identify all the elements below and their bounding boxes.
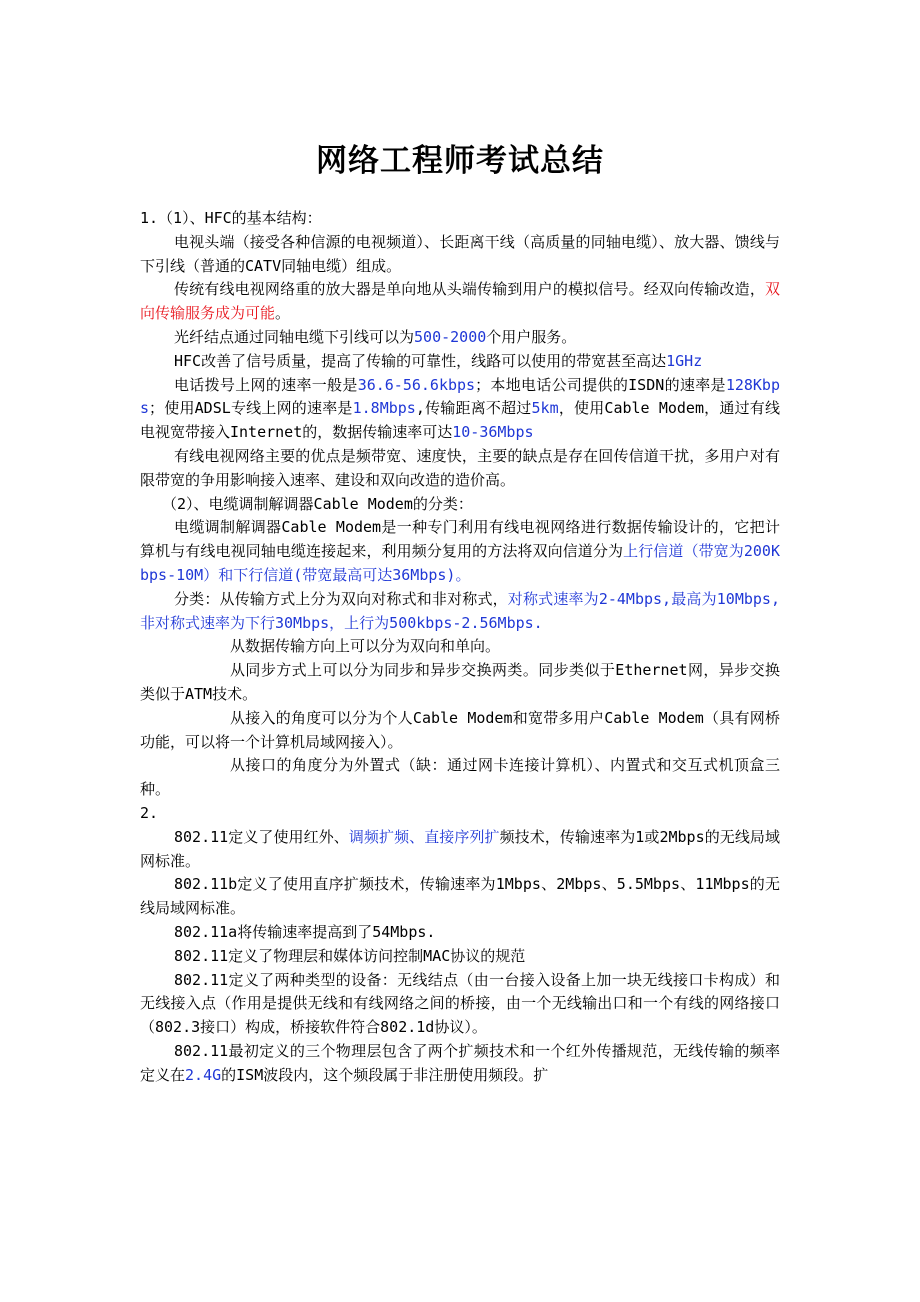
paragraph	[140, 707, 780, 755]
highlighted-text: 500-2000	[414, 327, 487, 346]
document-body	[140, 207, 780, 1087]
highlighted-text: 上行信道（带宽为200Kbps-10M）和下行信道(带宽最高可达36Mbps)。	[140, 542, 780, 584]
paragraph	[140, 921, 780, 945]
paragraph	[140, 945, 780, 969]
paragraph	[140, 326, 780, 350]
text-run: ,传输距离不超过	[415, 399, 532, 418]
text-run: 电视头端（接受各种信源的电视频道）、长距离干线（高质量的同轴电缆）、放大器、馈线与下引线（普通的CATV同轴电缆）组成。	[140, 232, 780, 275]
paragraph	[140, 231, 780, 279]
paragraph	[140, 969, 780, 1040]
text-run: 。	[275, 304, 291, 323]
text-run: 个用户服务。	[486, 327, 577, 346]
paragraph	[140, 826, 780, 874]
highlighted-text: 1GHz	[666, 351, 703, 370]
highlighted-text: 128Kbps	[140, 375, 780, 418]
text-run: ，使用Cable Modem，通过有线电视宽带接入Internet的，数据传输速率可达	[140, 399, 780, 442]
text-run: 分类：从传输方式上分为双向对称式和非对称式，	[174, 589, 508, 608]
highlighted-text: 10-36Mbps	[452, 423, 534, 442]
text-run: 从接入的角度可以分为个人Cable Modem和宽带多用户Cable Modem（具有网桥功能，可以将一个计算机局域网接入）。	[140, 708, 780, 751]
text-run: 2.	[140, 803, 159, 822]
text-run: ；本地电话公司提供的ISDN的速率是	[475, 375, 726, 394]
highlighted-text: 2.4G	[185, 1065, 222, 1084]
paragraph	[140, 445, 780, 493]
highlighted-text: 36.6-56.6kbps	[357, 375, 476, 394]
paragraph	[140, 802, 780, 826]
text-run: 802.11b定义了使用直序扩频技术，传输速率为1Mbps、2Mbps、5.5Mbps、11Mbps的无线局域网标准。	[140, 875, 780, 918]
text-run: （2）、电缆调制解调器Cable Modem的分类：	[162, 494, 473, 513]
highlighted-text: 对称式速率为2-4Mbps,最高为10Mbps,非对称式速率为下行30Mbps，上行为500kbps-2.56Mbps.	[140, 589, 780, 632]
text-run: 电话拨号上网的速率一般是	[174, 375, 358, 394]
paragraph	[140, 588, 780, 636]
text-run: 从同步方式上可以分为同步和异步交换两类。同步类似于Ethernet网，异步交换类似于ATM技术。	[140, 661, 780, 703]
text-run: 的ISM波段内，这个频段属于非注册使用频段。扩	[221, 1065, 549, 1084]
paragraph	[140, 635, 780, 659]
highlighted-text: 双向传输服务成为可能	[140, 280, 780, 323]
paragraph	[140, 754, 780, 802]
text-run: 从数据传输方向上可以分为双向和单向。	[230, 637, 501, 656]
paragraph	[140, 374, 780, 445]
highlighted-text: 调频扩频、直接序列扩	[348, 827, 500, 846]
paragraph	[140, 278, 780, 326]
text-run: 1.（1）、HFC的基本结构：	[140, 209, 322, 227]
paragraph	[140, 873, 780, 921]
text-run: ；使用ADSL专线上网的速率是	[149, 399, 353, 418]
paragraph	[140, 1040, 780, 1088]
text-run: 802.11a将传输速率提高到了54Mbps.	[174, 922, 436, 941]
highlighted-text: 1.8Mbps	[352, 399, 416, 418]
paragraph	[140, 516, 780, 587]
paragraph	[140, 207, 780, 231]
text-run: 从接口的角度分为外置式（缺：通过网卡连接计算机）、内置式和交互式机顶盒三种。	[140, 756, 780, 799]
text-run: 电缆调制解调器Cable Modem是一种专门利用有线电视网络进行数据传输设计的，它把计算机与有线电视同轴电缆连接起来，利用频分复用的方法将双向信道分为	[140, 518, 780, 561]
highlighted-text: 5km	[531, 399, 559, 418]
text-run: 802.11最初定义的三个物理层包含了两个扩频技术和一个红外传播规范，无线传输的频率定义在	[140, 1041, 780, 1084]
text-run: 频技术，传输速率为1或2Mbps的无线局域网标准。	[140, 827, 780, 870]
text-run: 802.11定义了使用红外、	[174, 827, 349, 846]
text-run: 802.11定义了物理层和媒体访问控制MAC协议的规范	[174, 946, 526, 965]
page-title: 网络工程师考试总结	[316, 143, 604, 179]
text-run: HFC改善了信号质量，提高了传输的可靠性，线路可以使用的带宽甚至高达	[174, 351, 667, 370]
text-run: 光纤结点通过同轴电缆下引线可以为	[174, 327, 415, 346]
paragraph	[140, 350, 780, 374]
paragraph	[140, 493, 780, 517]
paragraph	[140, 659, 780, 707]
text-run: 802.11定义了两种类型的设备：无线结点（由一台接入设备上加一块无线接口卡构成）和无线接入点（作用是提供无线和有线网络之间的桥接，由一个无线输出口和一个有线的网络接口（802.3接口）构成，桥接软件符合802.1d协议）。	[140, 970, 780, 1037]
text-run: 传统有线电视网络重的放大器是单向地从头端传输到用户的模拟信号。经双向传输改造，	[174, 280, 765, 299]
text-run: 有线电视网络主要的优点是频带宽、速度快，主要的缺点是存在回传信道干扰，多用户对有限带宽的争用影响接入速率、建设和双向改造的造价高。	[140, 446, 780, 489]
